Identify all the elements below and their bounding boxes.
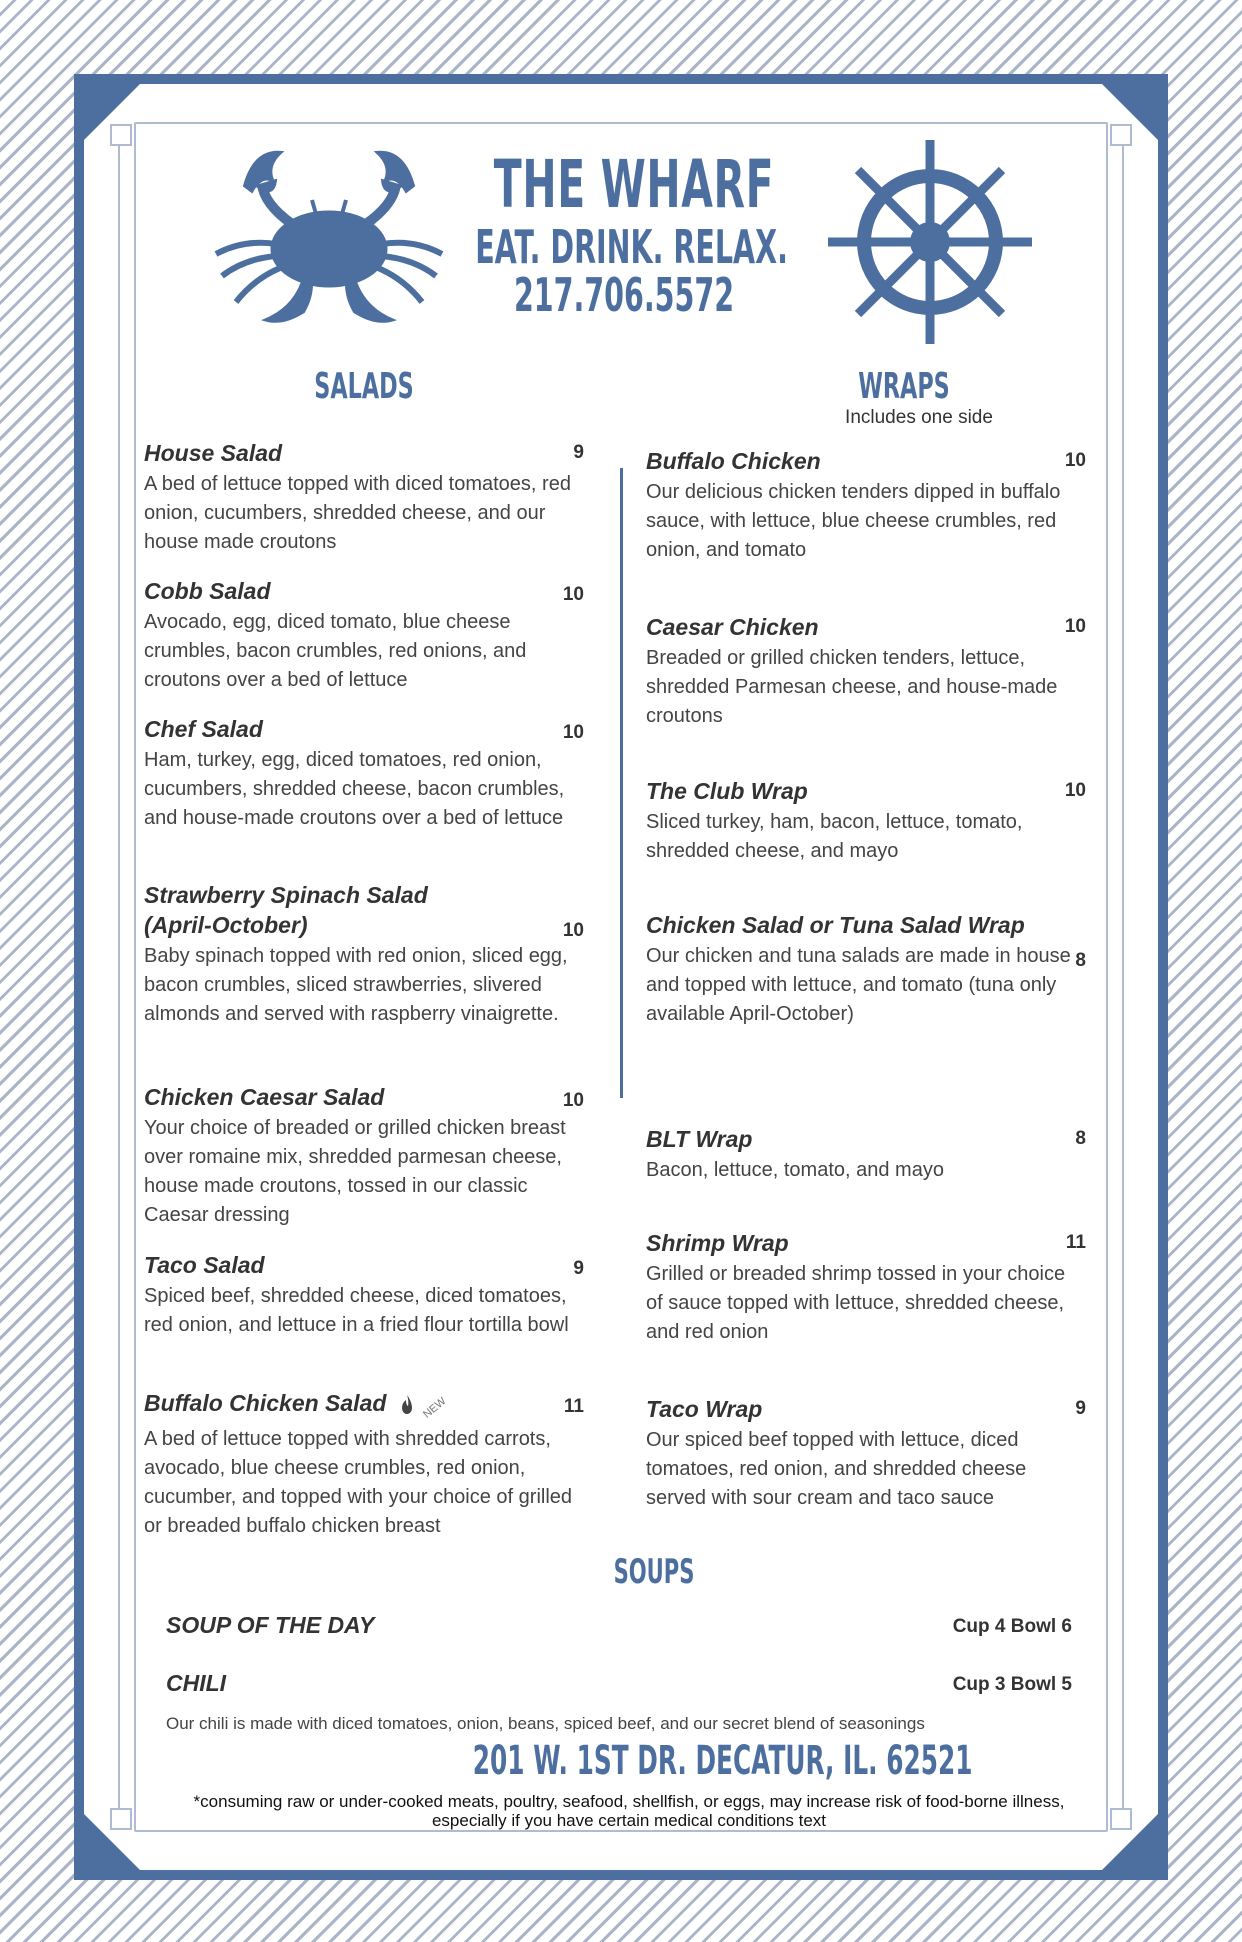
soups-heading: SOUPS [613, 1552, 695, 1592]
soup-price: Cup 3 Bowl 5 [952, 1674, 1072, 1695]
item-name: Taco Wrap [646, 1396, 763, 1422]
item-description: Grilled or breaded shrimp tossed in your choice of sauce topped with lettuce, shredded cheese, and red onion [646, 1263, 1066, 1343]
tagline: EAT. DRINK. RELAX. [475, 220, 788, 274]
item-description: Breaded or grilled chicken tenders, lettuce, shredded Parmesan cheese, and house-made croutons [646, 647, 1058, 727]
item-price: 9 [573, 1258, 584, 1279]
item-description: Your choice of breaded or grilled chicken breast over romaine mix, shredded parmesan cheese, house made croutons, tossed in our classic Caesar dressing [144, 1117, 566, 1226]
menu-item [646, 612, 1086, 731]
menu-item [646, 446, 1086, 565]
soup-name: CHILI [166, 1670, 227, 1696]
new-badge: NEW [421, 1395, 449, 1421]
item-name: The Club Wrap [646, 778, 808, 804]
soup-description: Our chili is made with diced tomatoes, onion, beans, spiced beef, and our secret blend of seasonings [166, 1714, 925, 1733]
item-description: A bed of lettuce topped with diced tomatoes, red onion, cucumbers, shredded cheese, and our house made croutons [144, 473, 571, 553]
item-description: Our delicious chicken tenders dipped in buffalo sauce, with lettuce, blue cheese crumbles, red onion, and tomato [646, 481, 1061, 561]
item-description: Our chicken and tuna salads are made in house and topped with lettuce, and tomato (tuna only available April-October) [646, 945, 1071, 1025]
item-price: 8 [1075, 950, 1086, 971]
menu-item [144, 714, 584, 833]
item-price: 10 [1064, 616, 1086, 637]
menu-page [84, 84, 1158, 1870]
soup-price: Cup 4 Bowl 6 [952, 1616, 1072, 1637]
menu-item [144, 576, 584, 695]
menu-item [646, 1228, 1086, 1347]
item-description: Our spiced beef topped with lettuce, diced tomatoes, red onion, and shredded cheese served with sour cream and taco sauce [646, 1429, 1027, 1509]
item-description: Bacon, lettuce, tomato, and mayo [646, 1159, 944, 1181]
menu-item [144, 880, 584, 1029]
phone-number: 217.706.5572 [513, 268, 735, 322]
item-description: Spiced beef, shredded cheese, diced tomatoes, red onion, and lettuce in a fried flour tortilla bowl [144, 1285, 569, 1336]
item-description: A bed of lettuce topped with shredded carrots, avocado, blue cheese crumbles, red onion, cucumber, and topped with your choice of grilled or breaded buffalo chicken breast [144, 1428, 573, 1537]
crab-icon [204, 144, 454, 334]
item-price: 8 [1075, 1128, 1086, 1149]
item-name: Buffalo Chicken [646, 448, 821, 474]
frame-notch [110, 124, 132, 146]
frame-notch [110, 1808, 132, 1830]
item-price: 11 [1065, 1232, 1086, 1253]
menu-item [646, 1394, 1086, 1513]
item-description: Avocado, egg, diced tomato, blue cheese crumbles, bacon crumbles, red onions, and croutons over a bed of lettuce [144, 611, 527, 691]
item-name: Shrimp Wrap [646, 1230, 789, 1256]
menu-item [144, 1082, 584, 1230]
menu-item [144, 1250, 584, 1340]
flame-icon [400, 1395, 414, 1415]
item-price: 9 [1075, 1398, 1086, 1419]
address: 201 W. 1ST DR. DECATUR, IL. 62521 [472, 1738, 973, 1784]
soup-item [166, 1670, 1072, 1697]
item-name: Caesar Chicken [646, 614, 819, 640]
salads-heading: SALADS [314, 366, 414, 407]
item-price: 10 [562, 722, 584, 743]
item-name: Chef Salad [144, 716, 263, 742]
item-name: Buffalo Chicken Salad [144, 1390, 387, 1416]
item-price: 10 [1064, 450, 1086, 471]
ship-wheel-icon [822, 134, 1038, 350]
menu-item [646, 776, 1086, 866]
item-price: 10 [1064, 780, 1086, 801]
item-description: Baby spinach topped with red onion, sliced egg, bacon crumbles, sliced strawberries, slivered almonds and served with raspberry vinaigrette. [144, 945, 568, 1025]
item-name: Chicken Caesar Salad [144, 1084, 385, 1110]
frame-notch [1110, 1808, 1132, 1830]
disclaimer: *consuming raw or under-cooked meats, poultry, seafood, shellfish, or eggs, may increase risk of food-borne illness, especially if you have certain medical conditions text [193, 1792, 1065, 1830]
item-description: Ham, turkey, egg, diced tomatoes, red onion, cucumbers, shredded cheese, bacon crumbles, and house-made croutons over a bed of lettuce [144, 749, 565, 829]
item-price: 9 [573, 442, 584, 463]
menu-item [646, 910, 1086, 1029]
item-description: Sliced turkey, ham, bacon, lettuce, tomato, shredded cheese, and mayo [646, 811, 1023, 862]
item-name: Taco Salad [144, 1252, 265, 1278]
restaurant-name: THE WHARF [493, 146, 775, 223]
menu-panel [74, 74, 1168, 1880]
item-price: 11 [563, 1396, 584, 1417]
item-price: 10 [562, 1090, 584, 1111]
menu-item [144, 1388, 584, 1541]
item-price: 10 [562, 920, 584, 941]
soup-name: SOUP OF THE DAY [166, 1612, 375, 1638]
item-name: House Salad [144, 440, 283, 466]
item-name: Cobb Salad [144, 578, 271, 604]
menu-item [144, 438, 584, 557]
wraps-subheading: Includes one side [845, 407, 993, 428]
soup-item [166, 1612, 1072, 1639]
wraps-heading: WRAPS [858, 366, 950, 407]
item-name: Chicken Salad or Tuna Salad Wrap [646, 912, 1025, 938]
item-name: BLT Wrap [646, 1126, 753, 1152]
item-name: Strawberry Spinach Salad (April-October) [144, 882, 428, 938]
frame-notch [1110, 124, 1132, 146]
menu-item [646, 1124, 1086, 1185]
column-divider [620, 468, 623, 1098]
item-price: 10 [562, 584, 584, 605]
item-name-row [144, 1388, 584, 1423]
